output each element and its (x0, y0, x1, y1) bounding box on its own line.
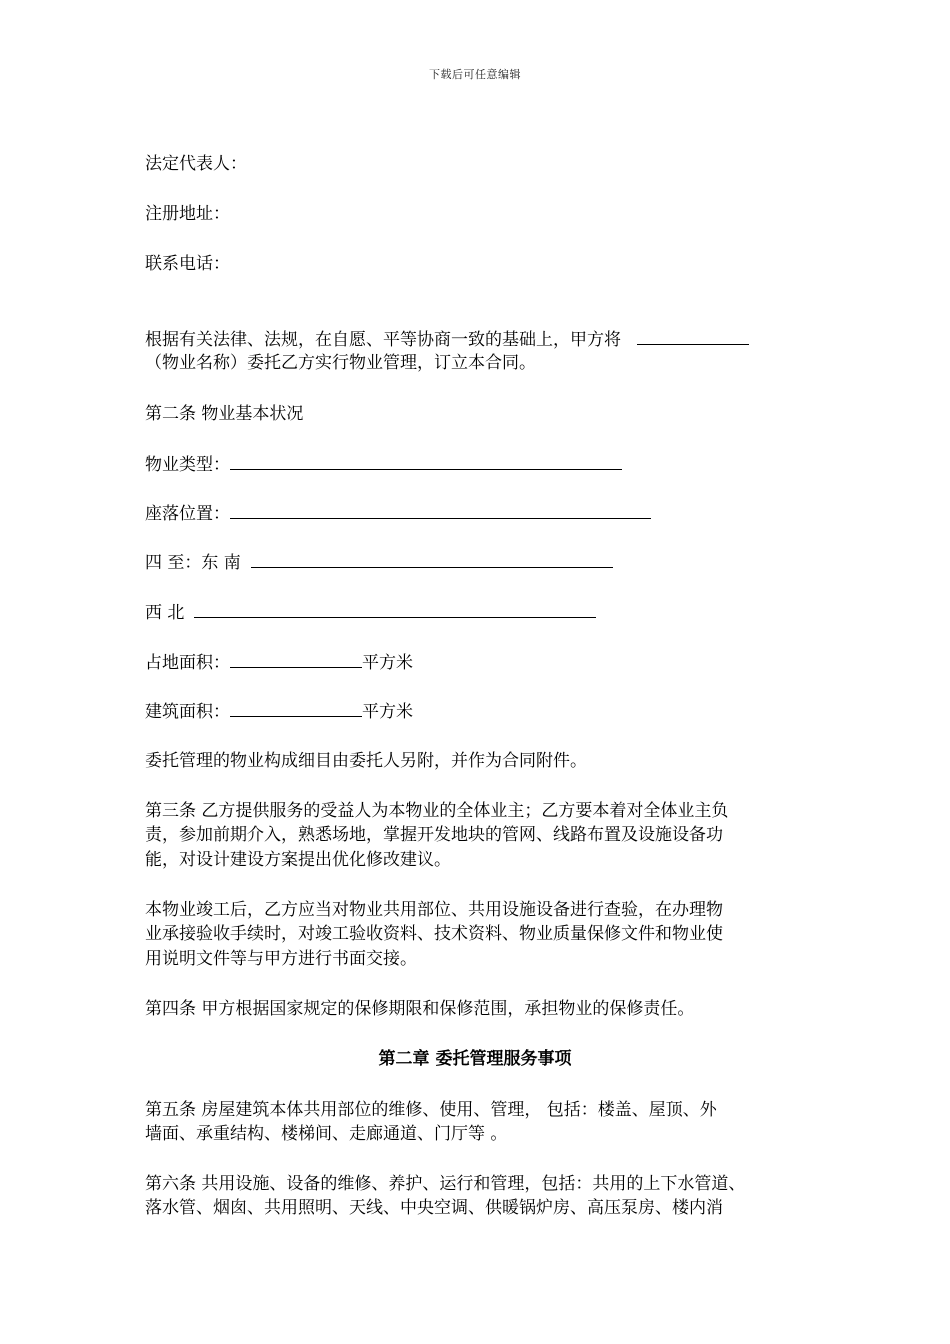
legal-rep-field: 法定代表人： (145, 154, 247, 174)
property-type-row (145, 452, 622, 477)
article3-line-1: 第三条 乙方提供服务的受益人为本物业的全体业主；乙方要本着对全体业主负 (145, 801, 729, 821)
chapter-2-heading: 第二章 委托管理服务事项 (378, 1049, 572, 1069)
intro-line-2: （物业名称）委托乙方实行物业管理，订立本合同。 (145, 353, 536, 373)
location-blank[interactable] (230, 501, 651, 519)
article6-line-2: 落水管、烟囱、共用照明、天线、中央空调、供暖锅炉房、高压泵房、楼内消 (145, 1198, 723, 1218)
reg-address-field: 注册地址： (145, 204, 230, 224)
boundary-label-2: 西 北 (145, 603, 185, 623)
build-area-row (145, 699, 413, 724)
build-area-unit: 平方米 (362, 702, 413, 722)
boundary-row-1 (145, 550, 613, 575)
land-area-row (145, 650, 413, 675)
boundary-blank-1[interactable] (251, 550, 613, 568)
article5-line-1: 第五条 房屋建筑本体共用部位的维修、使用、管理， 包括：楼盖、屋顶、外 (145, 1100, 717, 1120)
article3-line-2: 责，参加前期介入，熟悉场地，掌握开发地块的管网、线路布置及设施设备功 (145, 825, 723, 845)
land-area-unit: 平方米 (362, 653, 413, 673)
land-area-label: 占地面积： (145, 653, 230, 673)
page-header: 下载后可任意编辑 (429, 68, 521, 81)
boundary-label-1: 四 至：东 南 (145, 553, 241, 573)
property-type-blank[interactable] (230, 452, 622, 470)
build-area-blank[interactable] (230, 699, 362, 717)
intro-line-1 (145, 327, 749, 352)
annex-note: 委托管理的物业构成细目由委托人另附，并作为合同附件。 (145, 751, 587, 771)
completion-line-3: 用说明文件等与甲方进行书面交接。 (145, 949, 417, 969)
build-area-label: 建筑面积： (145, 702, 230, 722)
article4: 第四条 甲方根据国家规定的保修期限和保修范围，承担物业的保修责任。 (145, 999, 695, 1019)
intro-text: 根据有关法律、法规，在自愿、平等协商一致的基础上，甲方将 (145, 330, 621, 350)
boundary-row-2 (145, 600, 596, 625)
property-type-label: 物业类型： (145, 455, 230, 475)
land-area-blank[interactable] (230, 650, 362, 668)
article3-line-3: 能，对设计建设方案提出优化修改建议。 (145, 850, 451, 870)
completion-line-2: 业承接验收手续时，对竣工验收资料、技术资料、物业质量保修文件和物业使 (145, 924, 723, 944)
boundary-blank-2[interactable] (194, 600, 596, 618)
article6-line-1: 第六条 共用设施、设备的维修、养护、运行和管理，包括：共用的上下水管道、 (145, 1174, 746, 1194)
article5-line-2: 墙面、承重结构、楼梯间、走廊通道、门厅等 。 (145, 1124, 508, 1144)
article2-title: 第二条 物业基本状况 (145, 404, 304, 424)
completion-line-1: 本物业竣工后，乙方应当对物业共用部位、共用设施设备进行查验，在办理物 (145, 900, 723, 920)
location-row (145, 501, 651, 526)
location-label: 座落位置： (145, 504, 230, 524)
property-name-blank[interactable] (637, 327, 749, 345)
phone-field: 联系电话： (145, 254, 230, 274)
